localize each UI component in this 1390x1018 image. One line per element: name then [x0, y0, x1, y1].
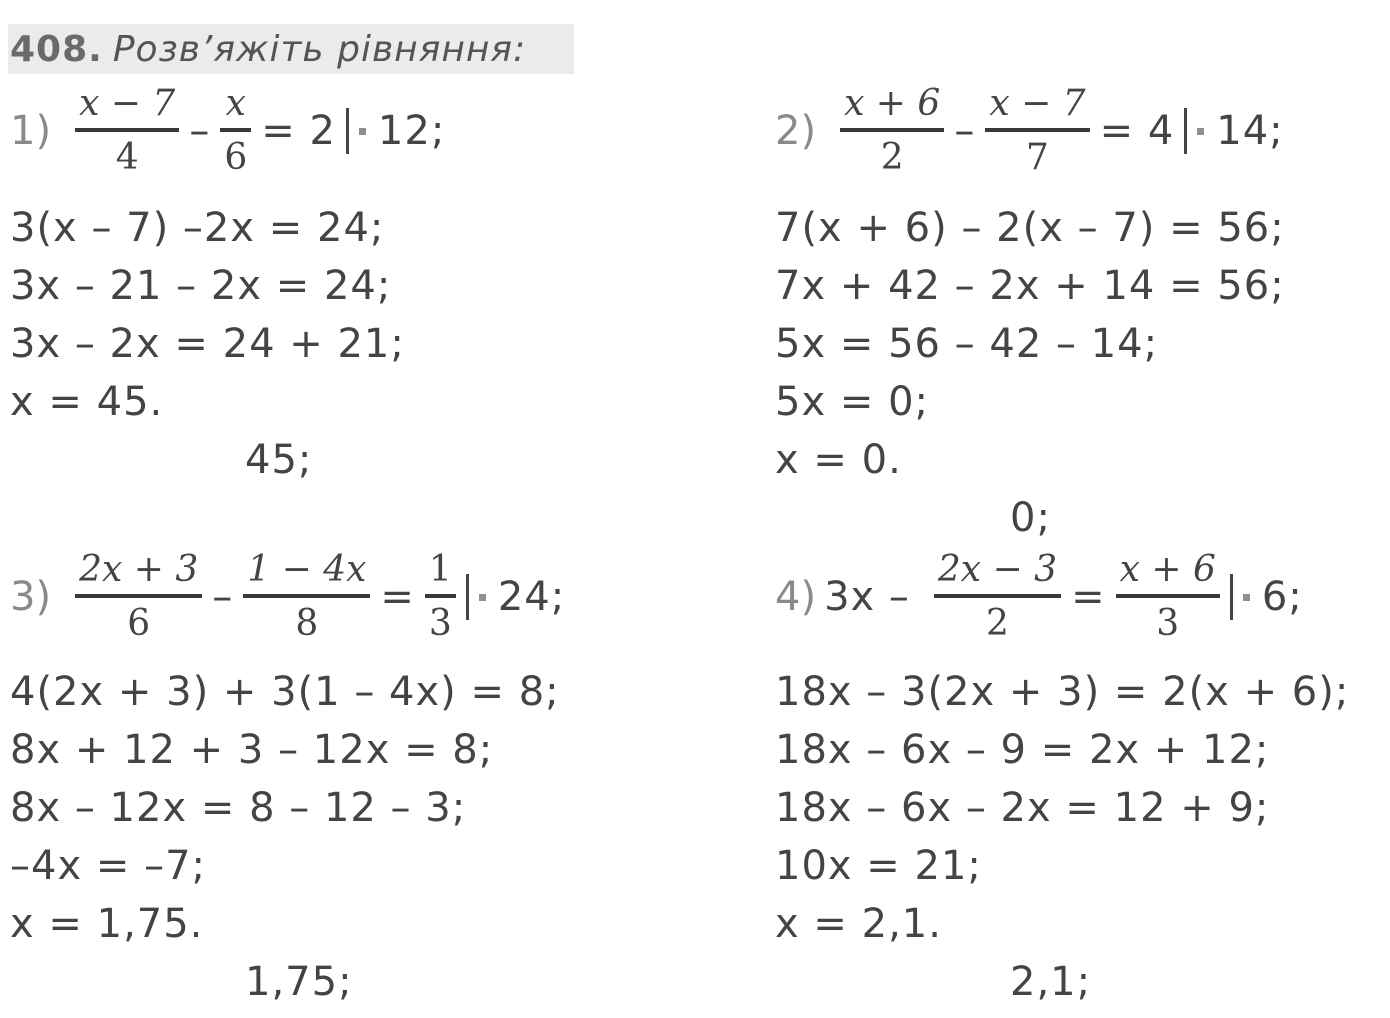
- minus-sign: –: [212, 574, 234, 620]
- problem-4-step: 18x – 6x – 2x = 12 + 9;: [775, 785, 1270, 831]
- problem-3-fraction-1: [75, 549, 202, 644]
- multiplier: 6;: [1261, 574, 1303, 620]
- problem-1-step: 3x – 2x = 24 + 21;: [10, 321, 405, 367]
- problem-2-step: x = 0.: [775, 437, 902, 483]
- problem-1-step: 3(x – 7) –2x = 24;: [10, 205, 385, 251]
- problem-2-fraction-1: [840, 83, 944, 178]
- problem-4-step: 10x = 21;: [775, 843, 982, 889]
- problem-2-answer: 0;: [1010, 495, 1051, 541]
- multiplier: 24;: [497, 574, 566, 620]
- multiply-bar: [346, 108, 349, 154]
- fraction-denominator: 6: [224, 137, 248, 178]
- problem-3-step: 8x – 12x = 8 – 12 – 3;: [10, 785, 467, 831]
- multiply-dot-icon: [1197, 128, 1204, 135]
- lead-term: 3x –: [824, 574, 910, 620]
- problem-3-equation: [10, 549, 566, 644]
- fraction-numerator: x + 6: [844, 83, 941, 124]
- fraction-denominator: 2: [986, 603, 1009, 644]
- fraction-numerator: 2x − 3: [937, 549, 1058, 590]
- minus-sign: –: [954, 108, 976, 154]
- fraction-numerator: x + 6: [1119, 549, 1216, 590]
- problem-4-answer: 2,1;: [1010, 959, 1092, 1005]
- problem-3-step: x = 1,75.: [10, 901, 204, 947]
- problem-4-step: 18x – 3(2x + 3) = 2(x + 6);: [775, 669, 1350, 715]
- problem-2-step: 5x = 0;: [775, 379, 929, 425]
- exercise-number: 408.: [10, 28, 103, 70]
- fraction-numerator: 1: [428, 549, 452, 590]
- problem-2-step: 7x + 42 – 2x + 14 = 56;: [775, 263, 1285, 309]
- fraction-denominator: 4: [115, 137, 139, 178]
- rhs: = 2: [261, 108, 336, 154]
- problem-1-answer: 45;: [245, 437, 313, 483]
- fraction-numerator: 1 − 4x: [247, 549, 367, 590]
- exercise-header: [8, 24, 574, 74]
- problem-3-step: –4x = –7;: [10, 843, 206, 889]
- equals-sign: =: [1071, 574, 1106, 620]
- problem-2-equation: [775, 83, 1284, 178]
- problem-4-equation: [775, 549, 1303, 644]
- problem-3-step: 8x + 12 + 3 – 12x = 8;: [10, 727, 494, 773]
- problem-3-answer: 1,75;: [245, 959, 353, 1005]
- multiply-dot-icon: [359, 128, 366, 135]
- problem-2-step: 7(x + 6) – 2(x – 7) = 56;: [775, 205, 1285, 251]
- problem-1-fraction-2: [220, 83, 251, 178]
- fraction-numerator: x: [225, 83, 246, 124]
- multiply-bar: [1230, 574, 1233, 620]
- multiply-bar: [1184, 108, 1187, 154]
- problem-3-fraction-2: [243, 549, 370, 644]
- problem-1-equation: [10, 83, 446, 178]
- multiply-bar: [466, 574, 469, 620]
- exercise-title: Розв’яжіть рівняння:: [112, 28, 527, 70]
- fraction-denominator: 8: [295, 603, 319, 644]
- problem-1-step: 3x – 21 – 2x = 24;: [10, 263, 392, 309]
- multiply-dot-icon: [1243, 594, 1250, 601]
- multiplier: 14;: [1216, 108, 1284, 154]
- multiplier: 12;: [377, 108, 446, 154]
- fraction-denominator: 6: [127, 603, 151, 644]
- fraction-numerator: x − 7: [79, 83, 176, 124]
- fraction-denominator: 3: [1156, 603, 1180, 644]
- rhs: = 4: [1099, 108, 1175, 154]
- equals-sign: =: [380, 574, 415, 620]
- fraction-numerator: x − 7: [989, 83, 1086, 124]
- problem-4-fraction-2: [1116, 549, 1220, 644]
- problem-4-label: 4): [775, 574, 817, 620]
- fraction-denominator: 7: [1026, 137, 1049, 178]
- problem-1-label: 1): [10, 108, 52, 154]
- problem-4-fraction-1: [934, 549, 1061, 644]
- problem-3-label: 3): [10, 574, 52, 620]
- problem-1-fraction-1: [75, 83, 179, 178]
- multiply-dot-icon: [479, 594, 486, 601]
- problem-3-step: 4(2x + 3) + 3(1 – 4x) = 8;: [10, 669, 560, 715]
- fraction-denominator: 3: [428, 603, 452, 644]
- fraction-numerator: 2x + 3: [79, 549, 199, 590]
- problem-4-step: 18x – 6x – 9 = 2x + 12;: [775, 727, 1270, 773]
- problem-2-fraction-2: [985, 83, 1089, 178]
- problem-1-step: x = 45.: [10, 379, 164, 425]
- fraction-denominator: 2: [880, 137, 904, 178]
- problem-3-fraction-3: [425, 549, 456, 644]
- problem-2-step: 5x = 56 – 42 – 14;: [775, 321, 1159, 367]
- problem-4-step: x = 2,1.: [775, 901, 942, 947]
- minus-sign: –: [189, 108, 211, 154]
- problem-2-label: 2): [775, 108, 817, 154]
